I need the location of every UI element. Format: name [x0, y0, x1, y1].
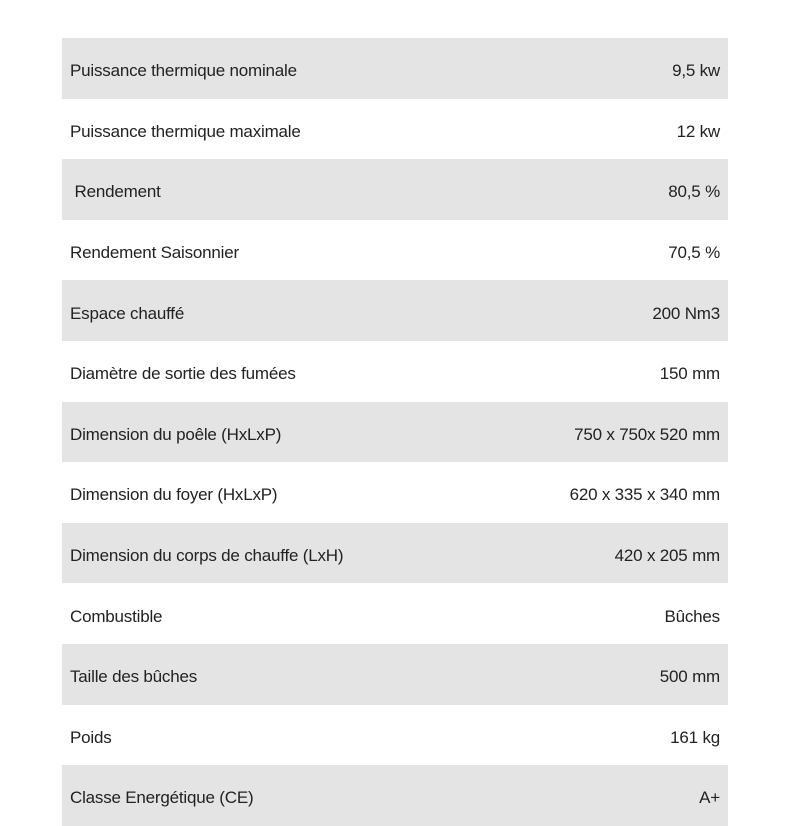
spec-row — [62, 583, 728, 644]
spec-row — [62, 220, 728, 281]
spec-value: Bûches — [452, 583, 728, 644]
spec-label: Dimension du corps de chauffe (LxH) — [62, 523, 452, 584]
spec-row — [62, 38, 728, 99]
spec-label: Puissance thermique nominale — [62, 38, 452, 99]
spec-value: 9,5 kw — [452, 38, 728, 99]
spec-table — [62, 38, 728, 826]
spec-row — [62, 523, 728, 584]
spec-row — [62, 280, 728, 341]
spec-row — [62, 341, 728, 402]
spec-label: Taille des bûches — [62, 644, 452, 705]
spec-value: 70,5 % — [452, 220, 728, 281]
spec-label: Rendement Saisonnier — [62, 220, 452, 281]
spec-value: 420 x 205 mm — [452, 523, 728, 584]
spec-label: Combustible — [62, 583, 452, 644]
spec-value: 500 mm — [452, 644, 728, 705]
spec-label: Dimension du poêle (HxLxP) — [62, 402, 452, 463]
spec-label: Dimension du foyer (HxLxP) — [62, 462, 452, 523]
spec-row — [62, 644, 728, 705]
spec-row — [62, 99, 728, 160]
spec-row — [62, 402, 728, 463]
spec-label: Puissance thermique maximale — [62, 99, 452, 160]
spec-value: 200 Nm3 — [452, 280, 728, 341]
spec-value: 620 x 335 x 340 mm — [452, 462, 728, 523]
spec-value: 150 mm — [452, 341, 728, 402]
spec-label: Classe Energétique (CE) — [62, 765, 452, 826]
spec-value: 750 x 750x 520 mm — [452, 402, 728, 463]
spec-row — [62, 159, 728, 220]
spec-label: Diamètre de sortie des fumées — [62, 341, 452, 402]
spec-value: A+ — [452, 765, 728, 826]
spec-label: Rendement — [62, 159, 452, 220]
spec-value: 161 kg — [452, 705, 728, 766]
spec-label: Espace chauffé — [62, 280, 452, 341]
spec-row — [62, 765, 728, 826]
spec-row — [62, 462, 728, 523]
spec-value: 80,5 % — [452, 159, 728, 220]
spec-label: Poids — [62, 705, 452, 766]
spec-row — [62, 705, 728, 766]
spec-value: 12 kw — [452, 99, 728, 160]
